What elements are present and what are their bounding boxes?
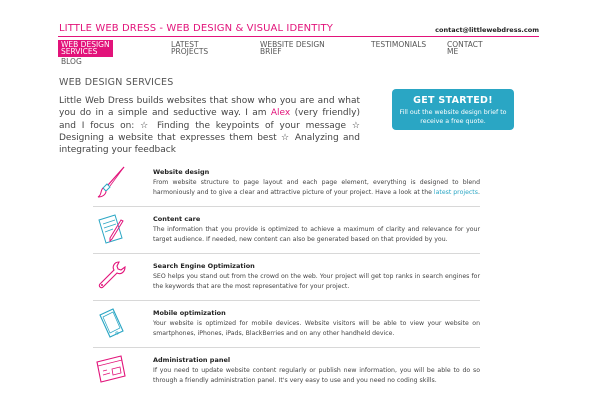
intro-paragraph: [59, 95, 360, 156]
main-nav: [58, 40, 539, 68]
author-name-link[interactable]: Alex: [270, 108, 291, 119]
intro-text-after: (very friendly) and I focus on:: [59, 108, 360, 131]
service-text: [153, 309, 480, 338]
service-item: [93, 253, 480, 300]
intro-text: Little Web Dress builds websites that show who you are and what you do in a simple and seductive way. I am: [59, 96, 360, 119]
admin-panel-icon: [93, 352, 129, 388]
service-item: [93, 160, 480, 206]
service-text: [153, 215, 480, 244]
service-title: Administration panel: [153, 356, 231, 364]
section-title: WEB DESIGN SERVICES: [59, 77, 174, 88]
service-description: Your website is optimized for mobile devices. Website visitors will be able to view your website on smartphones, iPhones, iPads, BlackBerries and on any other handheld device.: [153, 320, 480, 337]
service-item: [93, 347, 480, 394]
nav-item-blog[interactable]: BLOG: [61, 57, 82, 66]
star-icon: ☆: [281, 132, 291, 143]
focus-point-2: Designing a website that expresses them best: [59, 132, 277, 143]
service-item: [93, 300, 480, 347]
star-icon: ☆: [351, 120, 360, 131]
document-pencil-icon: [93, 211, 129, 247]
latest-projects-link[interactable]: latest projects: [433, 188, 478, 196]
service-title: Content care: [153, 215, 201, 223]
header-divider: [58, 36, 539, 37]
service-text: [153, 356, 480, 385]
wrench-icon: [93, 258, 129, 294]
star-icon: ☆: [140, 120, 152, 131]
service-description: From website structure to page layout and each page element, everything is designed to blend harmoniously and to give a clear and attractive picture of your project. Have a look at the latest projects.: [153, 179, 480, 196]
nav-item-testimonials[interactable]: TESTIMONIALS: [371, 40, 427, 49]
service-description: If you need to update website content regularly or publish new information, you will be able to do so through a friendly administration panel. It's very easy to use and you need no coding skills.: [153, 367, 480, 384]
service-text: [153, 168, 480, 197]
nav-item-latest-projects[interactable]: LATEST PROJECTS: [171, 40, 209, 56]
service-title: Search Engine Optimization: [153, 262, 255, 270]
nav-item-website-design-brief[interactable]: WEBSITE DESIGN BRIEF: [260, 40, 325, 56]
contact-email-link[interactable]: contact@littlewebdress.com: [435, 26, 539, 34]
service-title: Website design: [153, 168, 210, 176]
service-title: Mobile optimization: [153, 309, 226, 317]
site-title[interactable]: LITTLE WEB DRESS - WEB DESIGN & VISUAL IDENTITY: [59, 23, 333, 34]
service-description: The information that you provide is optimized to achieve a maximum of clarity and relevance for your target audience. If needed, new content can also be generated based on that provided by you.: [153, 226, 480, 243]
focus-point-3: Analyzing and integrating your feedback: [59, 132, 360, 156]
mobile-phone-icon: [93, 305, 129, 341]
services-list: [93, 160, 480, 394]
cta-title: GET STARTED!: [413, 95, 493, 106]
cta-subtitle: Fill out the website design brief to receive a free quote.: [399, 109, 507, 125]
paintbrush-icon: [93, 164, 129, 200]
focus-point-1: Finding the keypoints of your message: [157, 120, 347, 131]
service-item: [93, 206, 480, 253]
nav-item-web-design-services[interactable]: WEB DESIGN SERVICES: [58, 40, 113, 57]
service-text: [153, 262, 480, 291]
get-started-button[interactable]: [392, 89, 514, 130]
nav-item-contact-me[interactable]: CONTACT ME: [447, 40, 483, 56]
service-description: SEO helps you stand out from the crowd on the web. Your project will get top ranks in search engines for the keywords that are the most representative for your project.: [153, 273, 480, 290]
